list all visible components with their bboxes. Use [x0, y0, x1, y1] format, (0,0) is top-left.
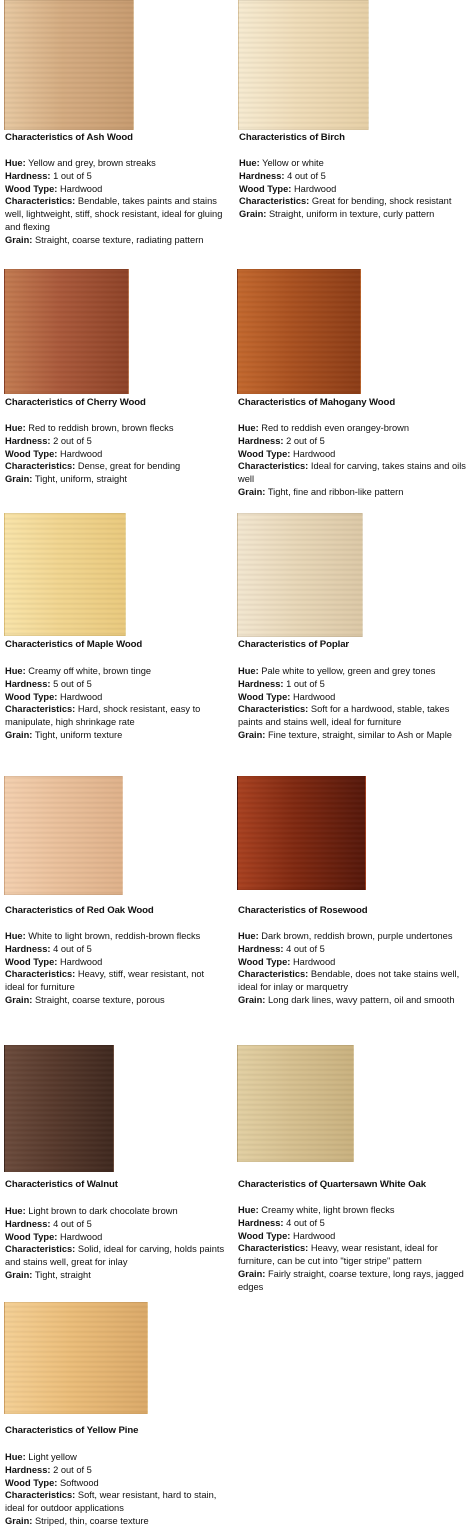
hardness-label: Hardness:: [5, 435, 51, 446]
wood-grain-row: [238, 1268, 468, 1294]
wood-swatch-birch: [238, 0, 369, 130]
characteristics-label: Characteristics:: [238, 969, 309, 980]
characteristics-value: Soft for a hardwood, stable, takes paints and stains well, ideal for furniture: [238, 704, 450, 728]
wood-type-label: Wood Type:: [238, 691, 291, 702]
hardness-value: 5 out of 5: [53, 678, 92, 689]
grain-label: Grain:: [238, 994, 266, 1005]
wood-characteristics-row: [238, 703, 468, 729]
wood-title-poplar: Characteristics of Poplar: [238, 639, 350, 650]
characteristics-value: Bendable, does not take stains well, ideal for inlay or marquetry: [238, 969, 460, 993]
wood-swatch-rosewood: [237, 776, 366, 890]
wood-wood-type-row: [5, 691, 225, 704]
wood-grain-row: [239, 208, 469, 221]
hardness-value: 4 out of 5: [53, 943, 92, 954]
wood-characteristics-row: [238, 460, 468, 486]
hardness-label: Hardness:: [238, 678, 284, 689]
characteristics-label: Characteristics:: [5, 1490, 76, 1501]
wood-title-quartersawn: Characteristics of Quartersawn White Oak: [238, 1179, 426, 1190]
wood-type-label: Wood Type:: [239, 183, 292, 194]
characteristics-value: Heavy, wear resistant, ideal for furniture, can be cut into "tiger stripe" pattern: [238, 1243, 438, 1267]
wood-hardness-row: [238, 435, 468, 448]
wood-characteristics-row: [238, 1242, 468, 1268]
wood-hardness-row: [5, 435, 225, 448]
wood-type-value: Hardwood: [292, 956, 336, 967]
wood-type-label: Wood Type:: [5, 448, 58, 459]
wood-type-label: Wood Type:: [5, 1231, 58, 1242]
wood-swatch-redoak: [4, 776, 123, 895]
hardness-label: Hardness:: [238, 1217, 284, 1228]
wood-title-rosewood: Characteristics of Rosewood: [238, 905, 368, 916]
wood-title-walnut: Characteristics of Walnut: [5, 1179, 118, 1190]
wood-swatch-cherry: [4, 269, 129, 394]
grain-label: Grain:: [5, 1515, 33, 1526]
wood-type-value: Hardwood: [292, 691, 336, 702]
hue-label: Hue:: [5, 1452, 26, 1462]
hardness-value: 4 out of 5: [53, 1218, 92, 1229]
wood-grain-row: [5, 994, 225, 1007]
characteristics-value: Heavy, stiff, wear resistant, not ideal for furniture: [5, 969, 205, 993]
wood-wood-type-row: [5, 1477, 225, 1490]
wood-type-value: Hardwood: [59, 691, 103, 702]
wood-title-cherry: Characteristics of Cherry Wood: [5, 397, 146, 408]
hardness-label: Hardness:: [238, 943, 284, 954]
grain-value: Tight, uniform, straight: [34, 474, 127, 485]
wood-grain-row: [238, 994, 468, 1007]
hue-value: Dark brown, reddish brown, purple undertones: [261, 931, 453, 941]
wood-hardness-row: [5, 678, 225, 691]
wood-wood-type-row: [5, 1231, 225, 1244]
characteristics-value: Dense, great for bending: [77, 461, 181, 472]
wood-hue-row: [5, 1451, 225, 1464]
wood-wood-type-row: [239, 183, 469, 196]
hue-label: Hue:: [238, 423, 259, 433]
hardness-value: 2 out of 5: [53, 1464, 92, 1475]
hardness-value: 4 out of 5: [286, 943, 325, 954]
wood-title-redoak: Characteristics of Red Oak Wood: [5, 905, 154, 916]
wood-grain-row: [238, 486, 468, 499]
wood-type-label: Wood Type:: [5, 183, 58, 194]
hue-label: Hue:: [5, 1206, 26, 1216]
wood-hardness-row: [239, 170, 469, 183]
wood-wood-type-row: [5, 448, 225, 461]
hardness-value: 4 out of 5: [287, 170, 326, 181]
hue-label: Hue:: [239, 158, 260, 168]
characteristics-label: Characteristics:: [5, 461, 76, 472]
hardness-label: Hardness:: [239, 170, 285, 181]
wood-type-label: Wood Type:: [5, 691, 58, 702]
wood-details-mahogany: [238, 422, 468, 499]
hardness-value: 2 out of 5: [286, 435, 325, 446]
wood-title-yellowpine: Characteristics of Yellow Pine: [5, 1425, 139, 1436]
wood-type-label: Wood Type:: [5, 956, 58, 967]
grain-value: Straight, uniform in texture, curly pattern: [268, 209, 435, 220]
hardness-label: Hardness:: [238, 435, 284, 446]
hardness-label: Hardness:: [5, 678, 51, 689]
wood-hue-row: [5, 157, 225, 170]
wood-type-label: Wood Type:: [238, 448, 291, 459]
hue-label: Hue:: [238, 931, 259, 941]
wood-hardness-row: [5, 170, 225, 183]
characteristics-value: Solid, ideal for carving, holds paints and stains well, great for inlay: [5, 1244, 225, 1268]
wood-type-value: Hardwood: [59, 448, 103, 459]
characteristics-label: Characteristics:: [239, 196, 310, 207]
wood-title-birch: Characteristics of Birch: [239, 132, 345, 143]
grain-value: Tight, fine and ribbon-like pattern: [267, 486, 404, 497]
hue-value: White to light brown, reddish-brown flecks: [28, 931, 201, 941]
grain-value: Straight, coarse texture, porous: [34, 994, 165, 1005]
wood-details-birch: [239, 157, 469, 221]
wood-hue-row: [239, 157, 469, 170]
wood-characteristics-row: [238, 968, 468, 994]
characteristics-value: Soft, wear resistant, hard to stain, ideal for outdoor applications: [5, 1490, 217, 1514]
hue-value: Red to reddish brown, brown flecks: [28, 423, 174, 433]
grain-value: Tight, straight: [34, 1269, 91, 1280]
hue-label: Hue:: [238, 1205, 259, 1215]
wood-characteristics-row: [5, 460, 225, 473]
wood-title-ash: Characteristics of Ash Wood: [5, 132, 133, 143]
grain-value: Striped, thin, coarse texture: [34, 1515, 149, 1526]
wood-grain-row: [5, 729, 225, 742]
wood-characteristics-row: [5, 1489, 225, 1515]
hardness-label: Hardness:: [5, 943, 51, 954]
wood-type-label: Wood Type:: [238, 956, 291, 967]
wood-grain-row: [5, 234, 225, 247]
wood-details-quartersawn: [238, 1204, 468, 1294]
wood-wood-type-row: [238, 691, 468, 704]
wood-details-redoak: [5, 930, 225, 1007]
wood-hue-row: [238, 422, 468, 435]
wood-swatch-ash: [4, 0, 134, 130]
hue-label: Hue:: [5, 158, 26, 168]
hardness-value: 1 out of 5: [286, 678, 325, 689]
wood-title-mahogany: Characteristics of Mahogany Wood: [238, 397, 396, 408]
grain-value: Straight, coarse texture, radiating pattern: [34, 234, 204, 245]
wood-hardness-row: [5, 1218, 225, 1231]
hardness-value: 4 out of 5: [286, 1217, 325, 1228]
wood-characteristics-row: [5, 1243, 225, 1269]
wood-details-walnut: [5, 1205, 225, 1282]
wood-type-value: Softwood: [59, 1477, 99, 1488]
wood-swatch-yellowpine: [4, 1302, 148, 1414]
wood-details-ash: [5, 157, 225, 247]
hue-value: Creamy white, light brown flecks: [261, 1205, 395, 1215]
wood-details-yellowpine: [5, 1451, 225, 1528]
hue-value: Yellow and grey, brown streaks: [28, 158, 156, 168]
grain-value: Fairly straight, coarse texture, long rays, jagged edges: [238, 1268, 464, 1292]
characteristics-value: Great for bending, shock resistant: [311, 196, 452, 207]
wood-grain-row: [5, 1515, 225, 1528]
characteristics-value: Bendable, takes paints and stains well, lightweight, stiff, shock resistant, ideal for gluing and flexing: [5, 196, 223, 232]
characteristics-label: Characteristics:: [238, 1243, 309, 1254]
wood-swatch-quartersawn: [237, 1045, 354, 1162]
wood-hardness-row: [238, 678, 468, 691]
wood-type-label: Wood Type:: [5, 1477, 58, 1488]
wood-details-rosewood: [238, 930, 468, 1007]
wood-title-maple: Characteristics of Maple Wood: [5, 639, 143, 650]
wood-hardness-row: [238, 943, 468, 956]
wood-swatch-maple: [4, 513, 126, 636]
hue-value: Pale white to yellow, green and grey tones: [261, 666, 436, 676]
characteristics-label: Characteristics:: [238, 461, 309, 472]
hardness-label: Hardness:: [5, 1464, 51, 1475]
grain-label: Grain:: [5, 234, 33, 245]
characteristics-label: Characteristics:: [238, 704, 309, 715]
hue-label: Hue:: [5, 931, 26, 941]
grain-label: Grain:: [5, 1269, 33, 1280]
grain-value: Long dark lines, wavy pattern, oil and smooth: [267, 994, 455, 1005]
wood-type-value: Hardwood: [292, 448, 336, 459]
grain-label: Grain:: [5, 994, 33, 1005]
hue-value: Light yellow: [28, 1452, 77, 1462]
hue-value: Red to reddish even orangey-brown: [261, 423, 410, 433]
hue-label: Hue:: [5, 666, 26, 676]
wood-swatch-walnut: [4, 1045, 114, 1172]
hue-label: Hue:: [238, 666, 259, 676]
characteristics-label: Characteristics:: [5, 704, 76, 715]
wood-hue-row: [5, 930, 225, 943]
hardness-label: Hardness:: [5, 170, 51, 181]
wood-characteristics-row: [5, 195, 225, 233]
grain-label: Grain:: [239, 209, 267, 220]
grain-value: Fine texture, straight, similar to Ash or Maple: [267, 729, 452, 740]
wood-hue-row: [238, 1204, 468, 1217]
hue-label: Hue:: [5, 423, 26, 433]
wood-characteristics-row: [239, 195, 469, 208]
wood-details-maple: [5, 665, 225, 742]
wood-hue-row: [5, 665, 225, 678]
wood-hardness-row: [5, 943, 225, 956]
grain-label: Grain:: [5, 729, 33, 740]
wood-hue-row: [238, 930, 468, 943]
characteristics-label: Characteristics:: [5, 969, 76, 980]
wood-swatch-mahogany: [237, 269, 361, 394]
wood-type-value: Hardwood: [293, 183, 337, 194]
wood-hardness-row: [238, 1217, 468, 1230]
grain-label: Grain:: [238, 729, 266, 740]
wood-grain-row: [238, 729, 468, 742]
wood-wood-type-row: [238, 1230, 468, 1243]
wood-characteristics-row: [5, 968, 225, 994]
wood-grain-row: [5, 473, 225, 486]
grain-label: Grain:: [238, 486, 266, 497]
hue-value: Light brown to dark chocolate brown: [28, 1206, 178, 1216]
hardness-value: 1 out of 5: [53, 170, 92, 181]
hue-value: Creamy off white, brown tinge: [28, 666, 152, 676]
characteristics-label: Characteristics:: [5, 1244, 76, 1255]
wood-type-value: Hardwood: [59, 183, 103, 194]
grain-label: Grain:: [238, 1268, 266, 1279]
wood-hue-row: [5, 422, 225, 435]
grain-label: Grain:: [5, 474, 33, 485]
wood-type-value: Hardwood: [59, 956, 103, 967]
hardness-value: 2 out of 5: [53, 435, 92, 446]
wood-type-value: Hardwood: [59, 1231, 103, 1242]
characteristics-label: Characteristics:: [5, 196, 76, 207]
wood-hue-row: [5, 1205, 225, 1218]
characteristics-value: Ideal for carving, takes stains and oils well: [238, 461, 466, 485]
wood-wood-type-row: [5, 183, 225, 196]
hue-value: Yellow or white: [262, 158, 324, 168]
wood-wood-type-row: [238, 956, 468, 969]
wood-type-label: Wood Type:: [238, 1230, 291, 1241]
wood-wood-type-row: [238, 448, 468, 461]
hardness-label: Hardness:: [5, 1218, 51, 1229]
wood-characteristics-row: [5, 703, 225, 729]
wood-wood-type-row: [5, 956, 225, 969]
wood-hue-row: [238, 665, 468, 678]
wood-type-value: Hardwood: [292, 1230, 336, 1241]
wood-details-cherry: [5, 422, 225, 486]
wood-details-poplar: [238, 665, 468, 742]
wood-swatch-poplar: [237, 513, 363, 637]
wood-hardness-row: [5, 1464, 225, 1477]
grain-value: Tight, uniform texture: [34, 729, 123, 740]
wood-grain-row: [5, 1269, 225, 1282]
characteristics-value: Hard, shock resistant, easy to manipulate, high shrinkage rate: [5, 704, 201, 728]
